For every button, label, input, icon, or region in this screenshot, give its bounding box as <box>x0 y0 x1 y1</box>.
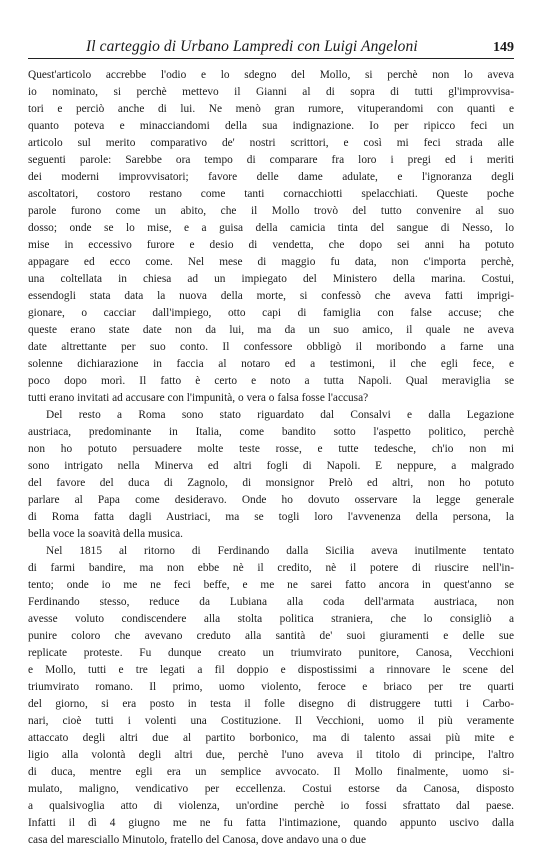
text-line: queste erano state date non da lui, ma da un suo amico, il quale ne aveva <box>28 324 514 336</box>
text-line: essendogli stata data la nuova della morte, si confessò che aveva fatti imprigi- <box>28 290 514 302</box>
text-line: una coltellata in chiesa ad un impiegato del Ministero della marina. Costui, <box>28 273 514 285</box>
text-line: parlare al Papa come desideravo. Onde ho dovuto osservare la legge generale <box>28 494 514 506</box>
paragraph <box>28 543 514 849</box>
text-line: solenne dichiarazione in faccia al notaro ed a testimoni, il che egli fece, e <box>28 358 514 370</box>
paragraph <box>28 407 514 543</box>
text-line: dei moderni improvvisatori; favore delle dame adulate, e l'ignoranza degli <box>28 171 514 183</box>
text-line: parole furono come un abito, che il Mollo trovò del tutto convenire al suo <box>28 205 514 217</box>
text-line: non ho potuto persuadere molte teste rosse, e tutte tedesche, ch'io non mi <box>28 443 514 455</box>
text-line: di farmi bandire, ma non ebbe nè il credito, nè il potere di riuscire nell'in- <box>28 562 514 574</box>
text-line: Del resto a Roma sono stato riguardato dal Consalvi e dalla Legazione <box>46 409 514 421</box>
page-number: 149 <box>493 40 514 55</box>
text-line: austriaca, predominante in Italia, come bandito sotto l'aspetto politico, perchè <box>28 426 514 438</box>
text-line: io nominato, si perchè mettevo il Gianni al di sopra di tutti gl'improvvisa- <box>28 86 514 98</box>
body-text <box>28 67 514 849</box>
text-line: punire coloro che avevano creduto alla santità de' suoi giuramenti e delle sue <box>28 630 514 642</box>
text-line: articolo sul merito comparativo de' nostri scrittori, e così mi feci strada alle <box>28 137 514 149</box>
text-line: Quest'articolo accrebbe l'odio e lo sdegno del Mollo, si perchè non lo aveva <box>28 69 514 81</box>
text-line: tori e perciò anche di lui. Ne menò gran rumore, vituperandomi con quanti e <box>28 103 514 115</box>
text-line: dosso; onde se lo mise, e a guisa della camicia tinta del sangue di Nesso, lo <box>28 222 514 234</box>
text-line: bella voce la soavità della musica. <box>28 528 183 540</box>
running-title: Il carteggio di Urbano Lampredi con Luigi Angeloni <box>86 38 418 55</box>
text-line: ligio alla volontà degli altri due, perchè l'uno aveva il titolo di principe, l'altro <box>28 749 514 761</box>
text-line: Nel 1815 al ritorno di Ferdinando dalla Sicilia aveva inutilmente tentato <box>46 545 514 557</box>
text-line: casa del maresciallo Minutolo, fratello del Canosa, dove andavo una o due <box>28 834 366 846</box>
paragraph <box>28 67 514 407</box>
text-line: Infatti il dì 4 giugno me ne fu fatta l'intimazione, quando appunto uscivo dalla <box>28 817 514 829</box>
text-line: seguenti parole: Sarebbe ora tempo di comparare fra loro i pregi ed i meriti <box>28 154 514 166</box>
text-line: tento; onde io me ne feci beffe, e me ne sarei fatto ancora in quest'anno se <box>28 579 514 591</box>
text-line: e Mollo, tutti e tre legati a fil doppio e dispostissimi a rinnovare le scene del <box>28 664 514 676</box>
text-line: tutti erano invitati ad accusare con l'impunità, o vera o falsa fosse l'accusa? <box>28 392 369 404</box>
text-line: poco dopo morì. Il fatto è certo e noto a tutta Napoli. Qual meraviglia se <box>28 375 514 387</box>
text-line: del giorno, si era posto in testa il folle disegno di distruggere tutti i Carbo- <box>28 698 514 710</box>
text-line: attaccato degli altri due al partito borbonico, ma di talento assai più mite e <box>28 732 514 744</box>
text-line: mise in eccessivo furore e desio di vendetta, che dopo sei anni ha potuto <box>28 239 514 251</box>
text-line: appagare ed ecco come. Nel mese di maggio fu data, non c'importa perchè, <box>28 256 514 268</box>
text-line: gionare, o cacciar dall'impiego, otto capi di famiglia con false accuse; che <box>28 307 514 319</box>
running-header <box>28 32 514 59</box>
text-line: del favore del duca di Zagnolo, di monsignor Prelò ed altri, non ho potuto <box>28 477 514 489</box>
text-line: ascoltatori, costoro restano come tanti cornacchiotti spelacchiati. Queste poche <box>28 188 514 200</box>
text-line: avesse voluto condiscendere alla stolta politica straniera, che lo consigliò a <box>28 613 514 625</box>
text-line: nari, cioè tutti i volenti una Costituzione. Il Vecchioni, uomo il più veramente <box>28 715 514 727</box>
text-line: replicate proteste. Fu dunque creato un triumvirato punitore, Canosa, Vecchioni <box>28 647 514 659</box>
text-line: a qualsivoglia atto di violenza, un'ordine perchè io fossi sfrattato dal paese. <box>28 800 514 812</box>
text-line: di Roma fatta dagli Austriaci, ma se togli loro l'avvenenza della persona, la <box>28 511 514 523</box>
text-line: Ferdinando stesso, reduce da Lubiana alla coda dell'armata austriaca, non <box>28 596 514 608</box>
text-line: di duca, mentre egli era un semplice avvocato. Il Mollo finalmente, uomo si- <box>28 766 514 778</box>
text-line: date altrettante per suo conto. Il confessore obbligò il moribondo a farne una <box>28 341 514 353</box>
text-line: sono intrigato nella Minerva ed altri fogli di Napoli. E neppure, a malgrado <box>28 460 514 472</box>
text-line: triumvirato romano. Il primo, uomo violento, feroce e briaco per tre quarti <box>28 681 514 693</box>
text-line: mulato, maligno, vendicativo per eccellenza. Costui estorse da Canosa, disposto <box>28 783 514 795</box>
text-line: quanto poteva e minacciandomi della sua indignazione. Io per ripicco feci un <box>28 120 514 132</box>
